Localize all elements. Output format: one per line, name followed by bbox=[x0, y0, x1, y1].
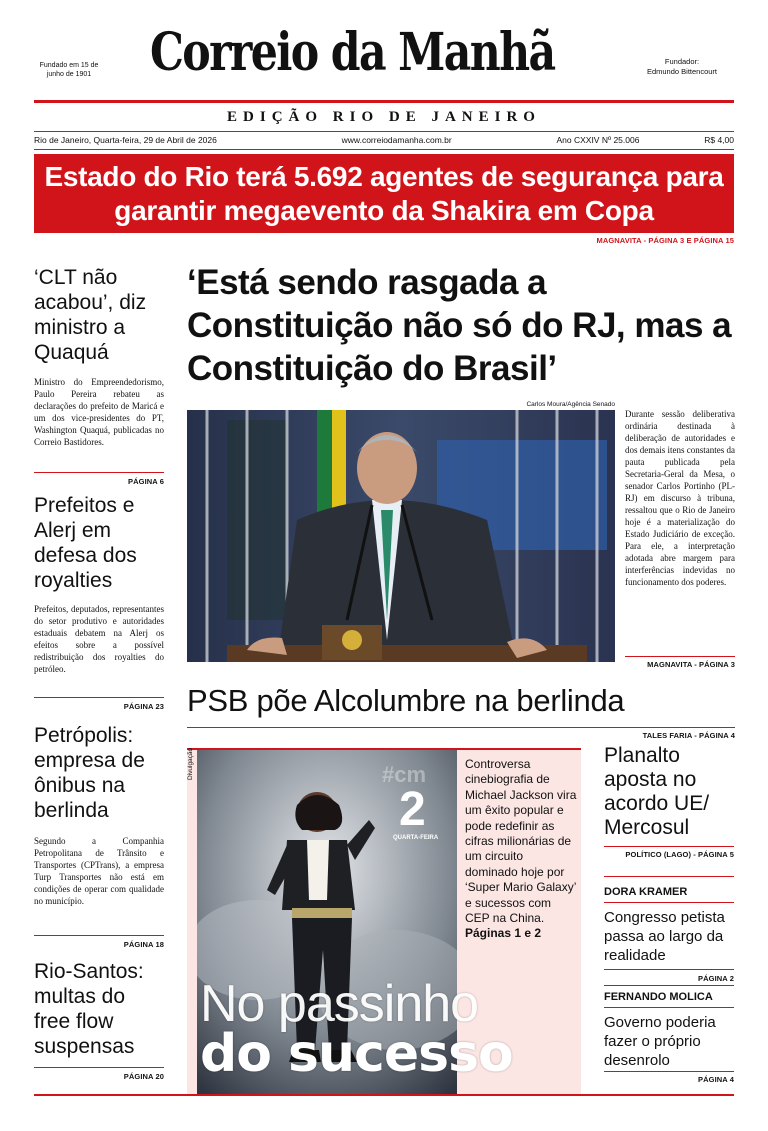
story-body: Segundo a Companhia Petropolitana de Trânsito e Transportes (CPTrans), a empresa Turp Transportes não está em condições de operar com qualidade no município. bbox=[34, 836, 164, 906]
psb-page-ref[interactable]: TALES FARIA - PÁGINA 4 bbox=[642, 731, 735, 740]
founder-note bbox=[632, 57, 732, 77]
divider bbox=[604, 846, 734, 847]
founder-label: Fundador: bbox=[664, 57, 700, 66]
date: Rio de Janeiro, Quarta-feira, 29 de Abril de 2026 bbox=[34, 135, 217, 145]
divider bbox=[625, 656, 735, 657]
page-ref[interactable]: PÁGINA 18 bbox=[123, 940, 164, 949]
founder-name: Edmundo Bittencourt bbox=[646, 67, 718, 76]
divider bbox=[34, 472, 164, 473]
top-rule bbox=[34, 100, 734, 103]
feature-text bbox=[465, 757, 578, 942]
divider bbox=[187, 727, 735, 728]
divider bbox=[34, 149, 734, 150]
edition-label: EDIÇÃO RIO DE JANEIRO bbox=[227, 109, 541, 125]
planalto-headline[interactable]: Planalto aposta no acordo UE/ Mercosul bbox=[604, 744, 710, 839]
main-page-ref[interactable]: MAGNAVITA - PÁGINA 3 bbox=[647, 660, 735, 669]
page-ref[interactable]: PÁGINA 2 bbox=[698, 974, 734, 983]
column-headline[interactable]: Congresso petista passa ao largo da realidade bbox=[604, 909, 725, 964]
story-body: Prefeitos, deputados, representantes do setor produtivo e autoridades estaduais debatem na Alerj os efeitos sobre a possível redistribuição dos royalties do petróleo. bbox=[34, 604, 164, 674]
feature-credit: Divulgação bbox=[187, 747, 194, 780]
main-story-body: Durante sessão deliberativa ordinária destinada à deliberação de autoridades e dos demais itens constantes da pauta publicada pela Secretaria-Geral da Mesa, o senador Carlos Portinho (PL-RJ) em discurso à tribuna, ressaltou que o Rio de Janeiro hoje é a materialização do Estado Judiciário de exceção. Para ele, a interpretação adotada abre margem para interferências indevidas no funcionamento dos poderes. bbox=[625, 409, 735, 587]
divider bbox=[34, 1067, 164, 1068]
story-headline[interactable]: Petrópolis: empresa de ônibus na berlinda bbox=[34, 724, 145, 822]
divider bbox=[604, 969, 734, 970]
bottom-rule bbox=[34, 1094, 734, 1096]
badge-number: 2 bbox=[399, 783, 426, 836]
badge-hash: #cm bbox=[382, 762, 427, 787]
divider bbox=[604, 1071, 734, 1072]
newspaper-logo[interactable]: Correio da Manhã bbox=[150, 22, 555, 83]
feature-pages[interactable]: Páginas 1 e 2 bbox=[465, 926, 542, 941]
page-ref[interactable]: POLÍTICO (LAGO) - PÁGINA 5 bbox=[625, 850, 734, 859]
senator-photo[interactable] bbox=[187, 410, 615, 662]
divider bbox=[34, 697, 164, 698]
story-headline[interactable]: Prefeitos e Alerj em defesa dos royalties bbox=[34, 494, 137, 592]
price: R$ 4,00 bbox=[704, 135, 734, 145]
divider bbox=[604, 902, 734, 903]
feature-body: Controversa cinebiografia de Michael Jackson vira um êxito popular e pode redefinir as cifras milionárias de um circuito dominado hoje por ‘Super Mario Galaxy’ e sucessos com CEP na China. bbox=[465, 757, 577, 926]
page-ref[interactable]: PÁGINA 4 bbox=[698, 1075, 734, 1084]
feature-title-line2[interactable]: do sucesso bbox=[200, 1024, 513, 1084]
columnist-name: DORA KRAMER bbox=[604, 886, 688, 898]
columnist-name: FERNANDO MOLICA bbox=[604, 991, 713, 1003]
badge-day: QUARTA-FEIRA bbox=[393, 835, 439, 841]
senate-speech-illustration bbox=[187, 410, 615, 662]
feature-title-line1[interactable]: No passinho bbox=[200, 975, 479, 1033]
divider bbox=[34, 935, 164, 936]
founded-note: Fundado em 15 de junho de 1901 bbox=[39, 62, 99, 78]
story-headline[interactable]: ‘CLT não acabou’, diz ministro a Quaquá bbox=[34, 266, 147, 364]
photo-credit: Carlos Moura/Agência Senado bbox=[526, 401, 615, 408]
website-link[interactable]: www.correiodamanha.com.br bbox=[341, 135, 452, 145]
divider bbox=[604, 985, 734, 986]
divider bbox=[604, 876, 734, 877]
page-ref[interactable]: PÁGINA 20 bbox=[123, 1072, 164, 1081]
story-body: Ministro do Empreendedorismo, Paulo Pereira rebateu as declarações do prefeito de Maricá e um dos vice-presidentes do PT, Washington Quaquá, publicadas no Correio Bastidores. bbox=[34, 377, 164, 447]
banner-page-ref[interactable]: MAGNAVITA - PÁGINA 3 E PÁGINA 15 bbox=[596, 236, 734, 245]
divider bbox=[604, 1007, 734, 1008]
issue-number: Ano CXXIV Nº 25.006 bbox=[556, 135, 640, 145]
column-headline[interactable]: Governo poderia fazer o próprio desenrolo bbox=[604, 1014, 716, 1069]
page-ref[interactable]: PÁGINA 6 bbox=[128, 477, 164, 486]
divider bbox=[34, 131, 734, 132]
banner-headline[interactable]: Estado do Rio terá 5.692 agentes de segurança para garantir megaevento da Shakira em Copa bbox=[34, 154, 734, 233]
story-headline[interactable]: Rio-Santos: multas do free flow suspensas bbox=[34, 960, 144, 1058]
main-headline[interactable]: ‘Está sendo rasgada a Constituição não só do RJ, mas a Constituição do Brasil’ bbox=[187, 263, 732, 388]
psb-headline[interactable]: PSB põe Alcolumbre na berlinda bbox=[187, 683, 625, 718]
page-ref[interactable]: PÁGINA 23 bbox=[123, 702, 164, 711]
dateline bbox=[34, 135, 734, 145]
